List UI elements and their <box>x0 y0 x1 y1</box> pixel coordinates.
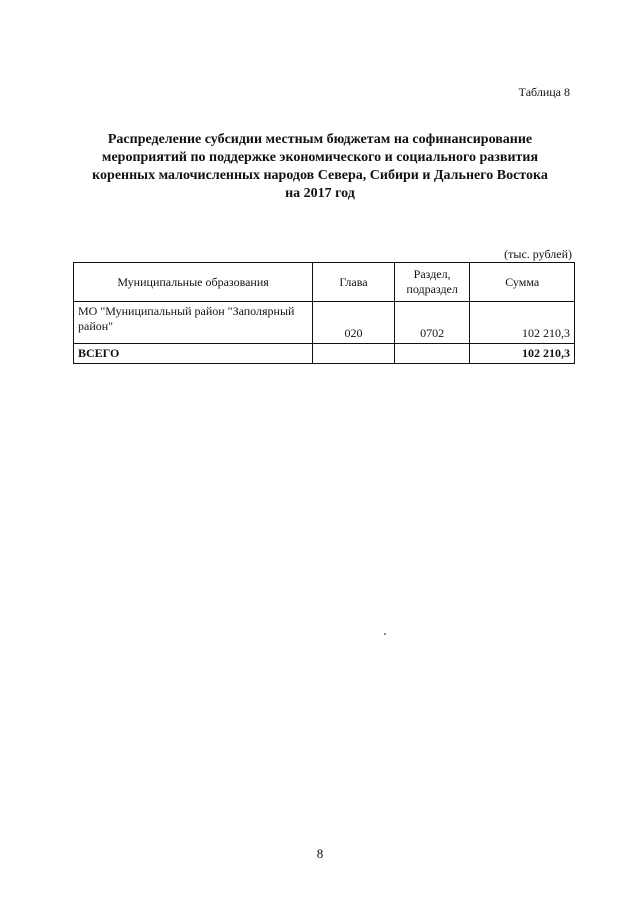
units-note: (тыс. рублей) <box>504 247 572 261</box>
table-row <box>74 302 575 344</box>
scan-speck <box>384 633 386 635</box>
total-label: ВСЕГО <box>74 344 313 364</box>
cell-summa: 102 210,3 <box>470 302 575 344</box>
header-razdel <box>394 263 470 302</box>
cell-razdel: 0702 <box>394 302 470 344</box>
page-number: 8 <box>316 846 324 861</box>
header-summa: Сумма <box>470 263 575 302</box>
total-razdel <box>394 344 470 364</box>
table-total-row <box>74 344 575 364</box>
title-line-3: коренных малочисленных народов Севера, Сибири и Дальнего Востока <box>92 168 548 183</box>
header-glava: Глава <box>313 263 395 302</box>
title-line-1: Распределение субсидии местным бюджетам на софинансирование <box>107 132 533 147</box>
cell-municipality: МО "Муниципальный район "Заполярный район" <box>74 302 313 344</box>
total-glava <box>313 344 395 364</box>
header-municipality: Муниципальные образования <box>74 263 313 302</box>
cell-glava: 020 <box>313 302 395 344</box>
header-razdel-line-1: Раздел, <box>413 267 451 281</box>
table-header-row <box>74 263 575 302</box>
table-number-label: Таблица 8 <box>518 85 570 99</box>
title-line-2: мероприятий по поддержке экономического и социального развития <box>101 150 539 165</box>
title-line-4: на 2017 год <box>285 186 355 201</box>
header-razdel-line-2: подраздел <box>406 282 458 296</box>
document-title <box>60 131 580 203</box>
total-summa: 102 210,3 <box>470 344 575 364</box>
subsidy-table <box>73 262 575 364</box>
